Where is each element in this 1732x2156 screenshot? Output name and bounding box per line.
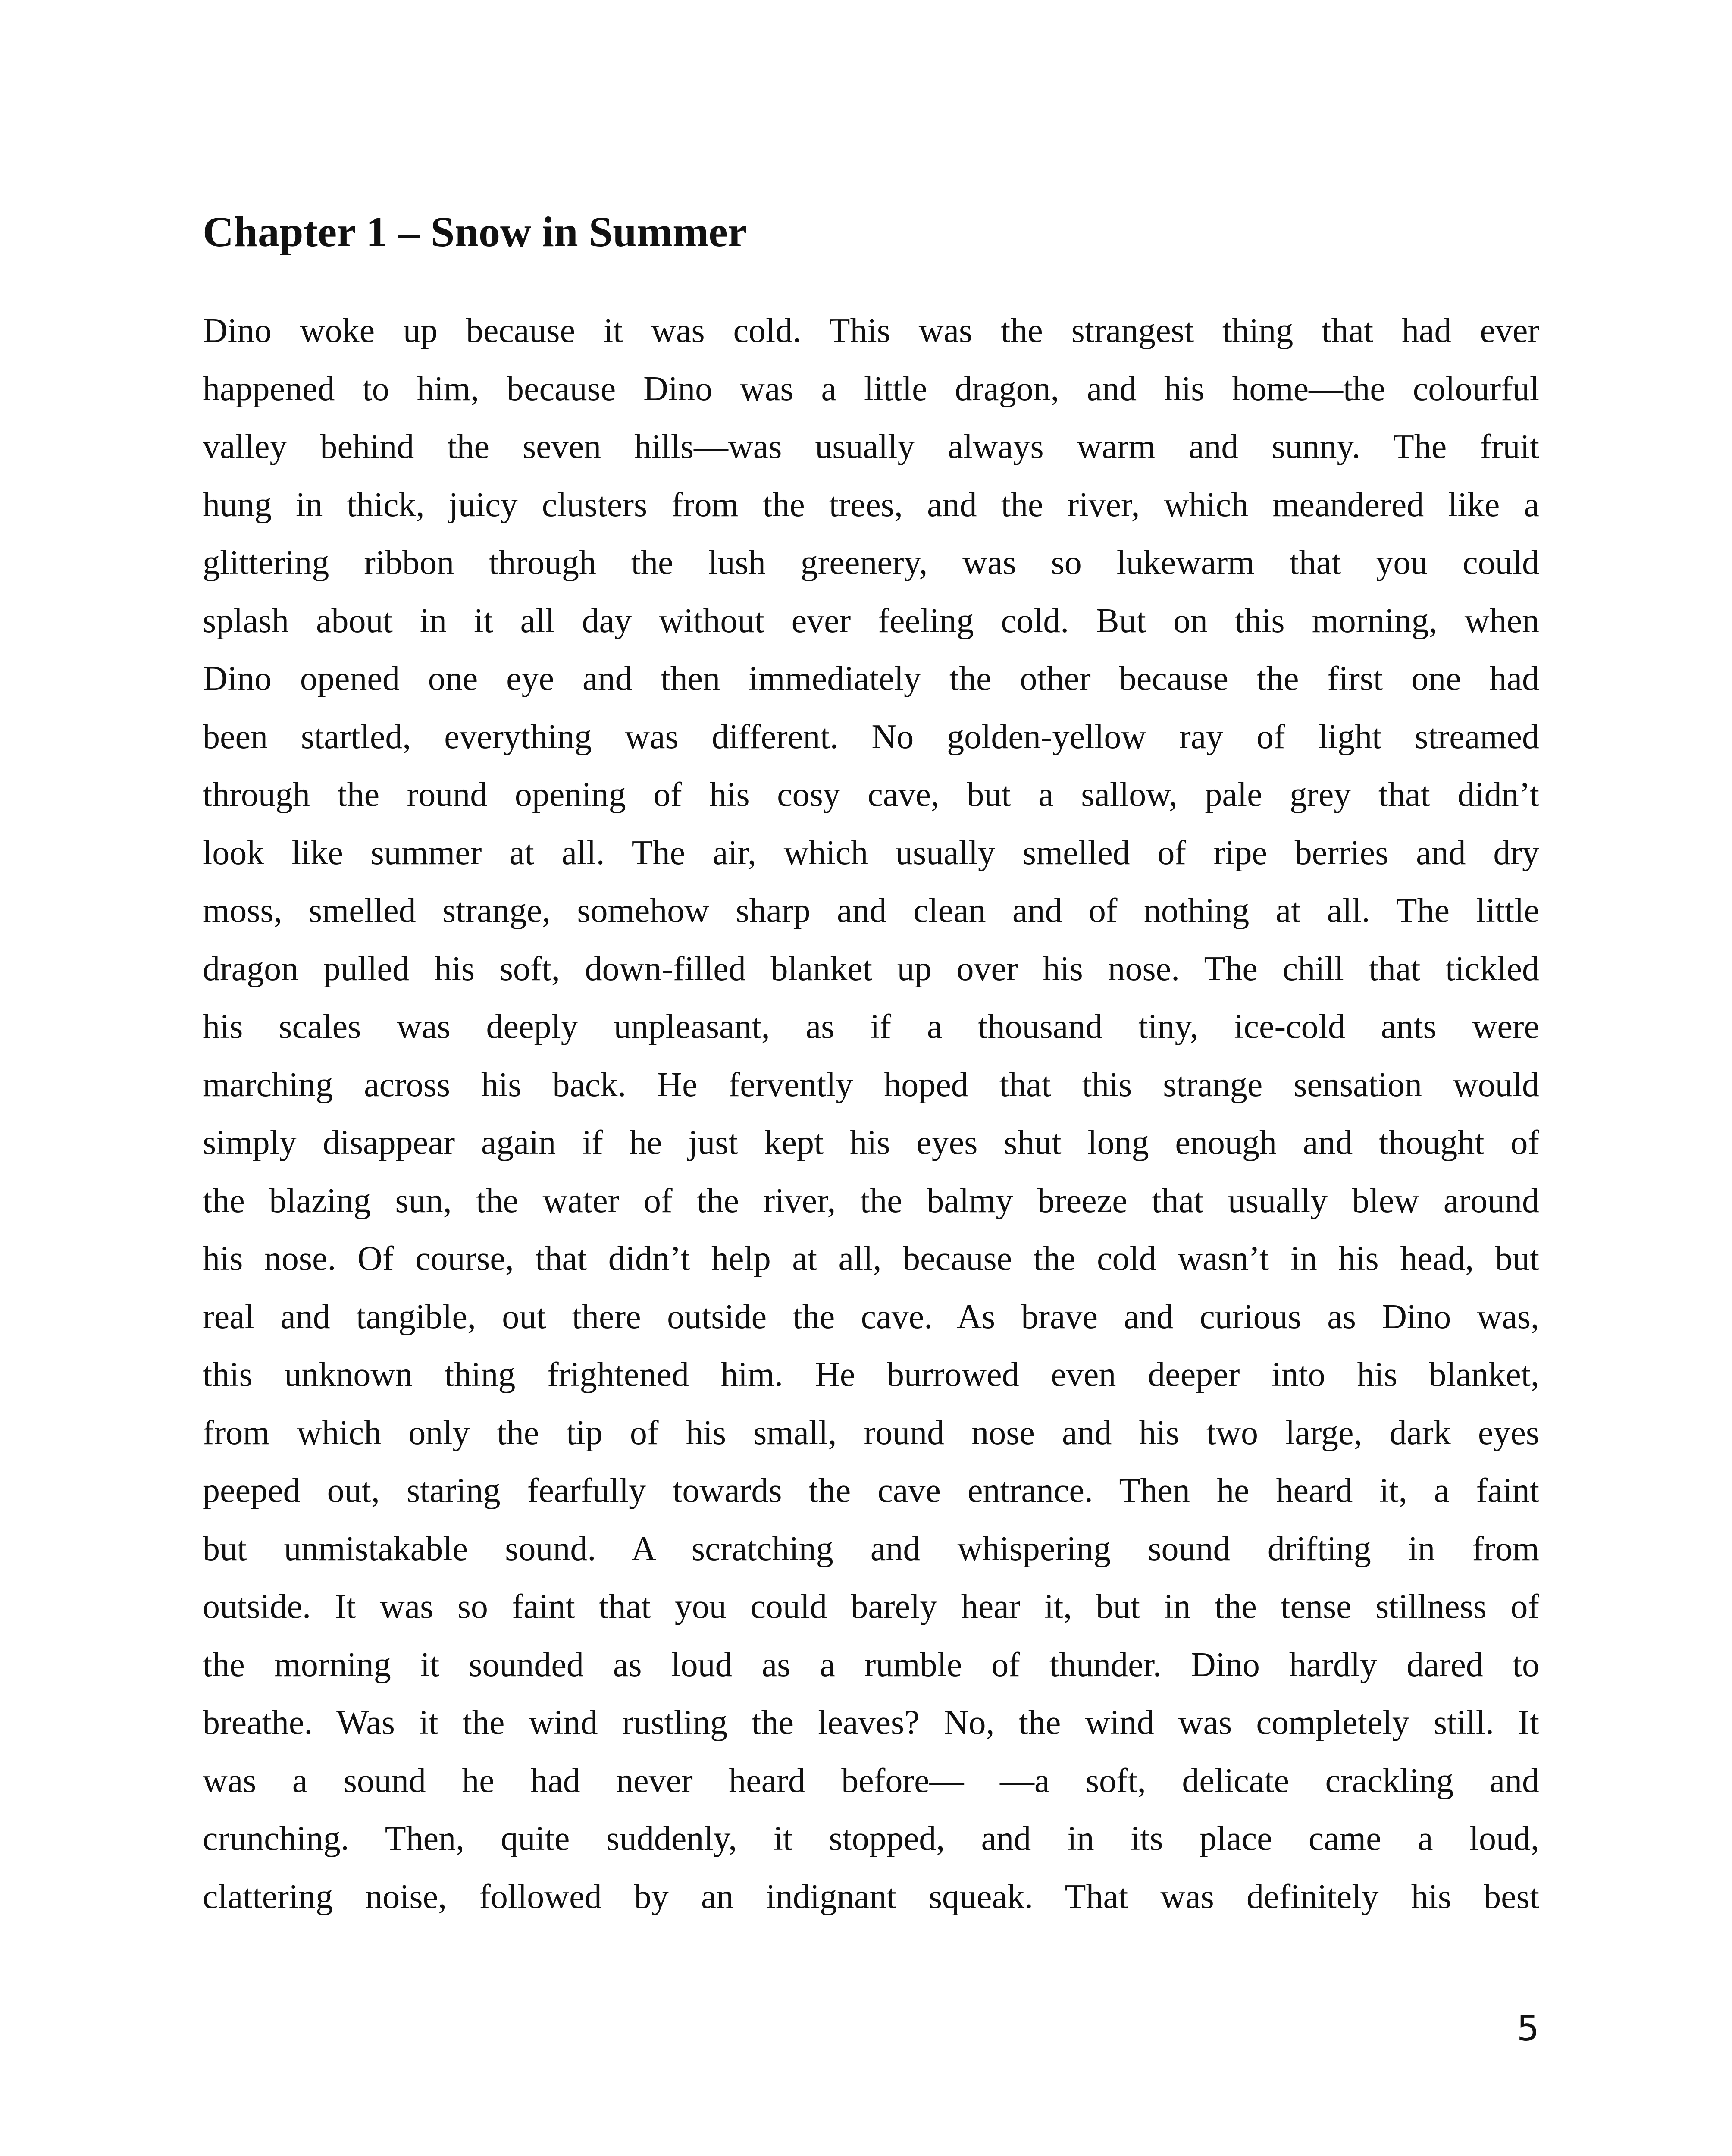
text-line: peeped out, staring fearfully towards the cave entrance. Then he heard it, a faint [203,1472,1539,1510]
text-line: been startled, everything was different. No golden-yellow ray of light streamed [203,718,1539,756]
text-line: the morning it sounded as loud as a rumble of thunder. Dino hardly dared to [203,1645,1539,1684]
body-paragraph [203,302,1539,1926]
text-line: the blazing sun, the water of the river, the balmy breeze that usually blew around [203,1181,1539,1220]
text-line: moss, smelled strange, somehow sharp and clean and of nothing at all. The little [203,892,1539,930]
text-line: his nose. Of course, that didn’t help at all, because the cold wasn’t in his head, but [203,1240,1539,1278]
chapter-title: Chapter 1 – Snow in Summer [203,208,747,256]
text-line: was a sound he had never heard before— —a soft, delicate crackling and [203,1761,1539,1800]
text-line: but unmistakable sound. A scratching and whispering sound drifting in from [203,1529,1539,1568]
text-line: outside. It was so faint that you could barely hear it, but in the tense stillness of [203,1588,1539,1626]
text-line: through the round opening of his cosy cave, but a sallow, pale grey that didn’t [203,776,1539,814]
text-line: valley behind the seven hills—was usually always warm and sunny. The fruit [203,428,1539,466]
text-line: splash about in it all day without ever feeling cold. But on this morning, when [203,602,1539,640]
text-line: glittering ribbon through the lush greenery, was so lukewarm that you could [203,544,1539,582]
page-number: 5 [1516,2008,1539,2049]
text-line: this unknown thing frightened him. He burrowed even deeper into his blanket, [203,1356,1539,1394]
text-line: Dino woke up because it was cold. This was the strangest thing that had ever [203,312,1539,350]
text-line: his scales was deeply unpleasant, as if a thousand tiny, ice-cold ants were [203,1008,1539,1046]
text-line: crunching. Then, quite suddenly, it stopped, and in its place came a loud, [203,1820,1539,1858]
text-line: breathe. Was it the wind rustling the leaves? No, the wind was completely still. It [203,1704,1539,1742]
text-line: marching across his back. He fervently hoped that this strange sensation would [203,1065,1539,1104]
text-line: dragon pulled his soft, down-filled blanket up over his nose. The chill that tickled [203,950,1539,988]
text-line: simply disappear again if he just kept his eyes shut long enough and thought of [203,1124,1539,1162]
text-line: Dino opened one eye and then immediately the other because the first one had [203,660,1539,698]
text-line: real and tangible, out there outside the cave. As brave and curious as Dino was, [203,1297,1539,1336]
text-line: hung in thick, juicy clusters from the trees, and the river, which meandered like a [203,486,1539,524]
text-line: clattering noise, followed by an indignant squeak. That was definitely his best [203,1877,1539,1916]
text-line: happened to him, because Dino was a little dragon, and his home—the colourful [203,370,1539,408]
text-line: from which only the tip of his small, round nose and his two large, dark eyes [203,1413,1539,1452]
text-line: look like summer at all. The air, which usually smelled of ripe berries and dry [203,834,1539,872]
